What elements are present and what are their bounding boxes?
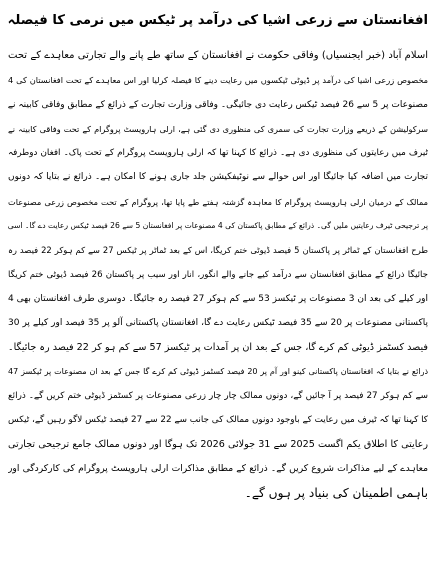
article-line: ذرائع نے بتایا کہ افغانستان پاکستانی کینو اور آم پر 20 فیصد کسٹمز ڈیوٹی کم کرے گا جس کے بعد ان مصنوعات پر ٹیکسز 47 [8, 366, 428, 376]
article-line: مصنوعات پر 5 سے 26 فیصد ٹیکس رعایت دی جائیگی۔ وفاقی وزارت تجارت کے ذرائع کے مطابق وفاقی کابینہ نے [8, 99, 428, 110]
article-line: طرح افغانستان کے ٹماٹر پر پاکستان 5 فیصد ڈیوٹی ختم کریگا، اس کے بعد ٹماٹر پر ٹیکس 27 سے کم ہوکر 22 فیصد رہ [8, 245, 428, 256]
article-line: پر ترجیحی ٹیرف رعایتیں ملیں گی۔ ذرائع کے مطابق پاکستان کی 4 مصنوعات پر افغانستان 5 سے 26 فیصد ٹیکس رعایت دے گا۔ اسی [8, 221, 428, 231]
article-line: سرکولیشن کے ذریعے وزارت تجارت کی سمری کی منظوری دی گئی ہے، ارلی ہارویسٹ پروگرام کے تحت وفاقی کابینہ نے [8, 123, 428, 134]
article-line: رعایتی کا اطلاق یکم اگست 2025 سے 31 جولائی 2026 تک ہوگا اور دونوں ممالک جامع ترجیحی تجارتی [8, 438, 428, 450]
article-line: سے کم ہوکر 27 فیصد پر آ جائیں گے، دونوں ممالک چار چار زرعی مصنوعات پر کسٹمز ڈیوٹی ختم کریں گے۔ ذرائع [8, 391, 428, 402]
article-line: اور کیلے کی بعد ان 3 مصنوعات پر ٹیکسز 53 سے کم ہوکر 27 فیصد رہ جائیگا۔ دوسری طرف افغانستان بھی 4 [8, 293, 428, 304]
article-line: پاکستانی مصنوعات پر 20 سے 35 فیصد ٹیکس رعایت دے گا، افغانستان پاکستانی آلو پر 35 فیصد اور کیلے پر 30 [8, 318, 428, 329]
article-line: اسلام آباد (خبر ایجنسیاں) وفاقی حکومت نے افغانستان کے ساتھ طے پانے والے تجارتی معاہدے کے تحت [8, 50, 428, 61]
article-line: تجارت میں اضافہ کیا جائیگا اور اس حوالے سے نوٹیفکیشن جلد جاری ہونے کا امکان ہے۔ ذرائع نے بتایا کہ دونوں [8, 172, 428, 183]
article-line: جائیگا ذرائع کے مطابق افغانستان سے درآمد کیے جانے والے انگور، انار اور سیب پر پاکستان 26 فیصد ڈیوٹی ختم کریگا [8, 269, 428, 280]
article-body [8, 44, 428, 506]
article-line: ٹیرف میں رعایتوں کی منظوری دی ہے۔ ذرائع کا کہنا تھا کہ ارلی ہارویسٹ پروگرام کے تحت پاک۔ افغان دوطرفہ [8, 148, 428, 159]
article-line: مخصوص زرعی اشیا کی درآمد پر ڈیوٹی ٹیکسوں میں رعایت دینے کا فیصلہ کرلیا اور اس معاہدے کے تحت افغانستان کی 4 [8, 75, 428, 86]
article-line: معاہدے کے لیے مذاکرات شروع کریں گے۔ ذرائع کے مطابق مذاکرات ارلی ہارویسٹ پروگرام کی کارکردگی اور [8, 463, 428, 475]
article-line: کا کہنا تھا کہ ٹیرف میں رعایت کے باوجود دونوں ممالک کی جانب سے 22 سے 27 فیصد ٹیکس لاگو رہیں گے، ٹیکس [8, 415, 428, 426]
article-line: ممالک کے درمیان ارلی ہارویسٹ پروگرام کا معاہدہ گزشتہ ہفتے طے پایا تھا، پروگرام کے تحت مخصوص زرعی مصنوعات [8, 196, 428, 207]
article-line: باہمی اطمینان کی بنیاد پر ہوں گے۔ [244, 486, 428, 501]
article-line: فیصد کسٹمز ڈیوٹی کم کرے گا، جس کے بعد ان پر آمدات پر ٹیکسز 57 سے کم ہو کر 22 فیصد رہ جائیگا۔ [8, 341, 428, 353]
article-headline: افغانستان سے زرعی اشیا کی درآمد پر ٹیکس میں نرمی کا فیصلہ [8, 13, 428, 28]
